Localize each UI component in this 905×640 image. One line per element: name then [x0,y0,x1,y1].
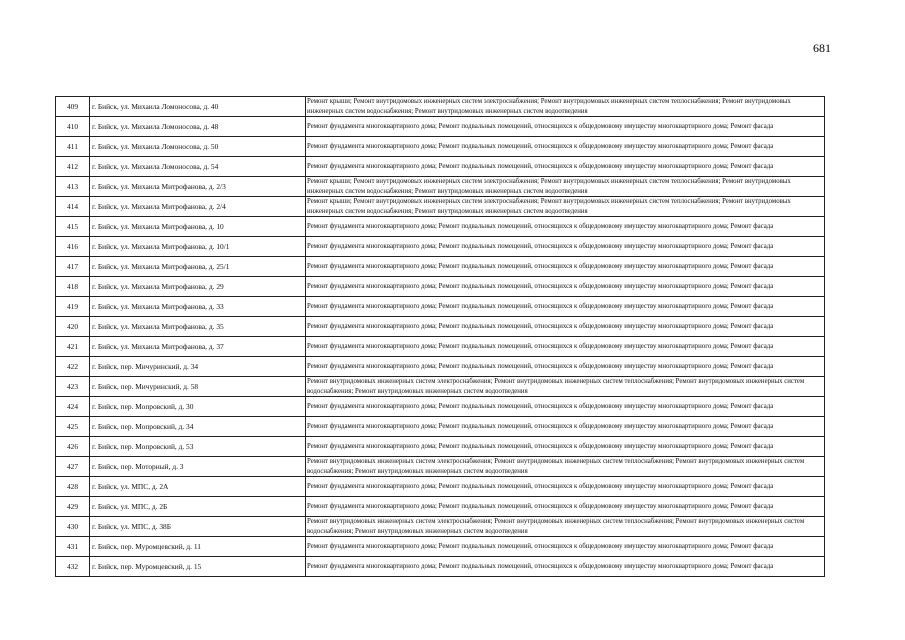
table-row [56,197,825,217]
row-number-cell: 409 [56,97,90,117]
table-row [56,137,825,157]
row-number-cell: 425 [56,417,90,437]
row-number-cell: 430 [56,517,90,537]
table-row [56,257,825,277]
row-number-cell: 420 [56,317,90,337]
row-number-cell: 413 [56,177,90,197]
table-row [56,397,825,417]
table-row [56,357,825,377]
works-cell: Ремонт фундамента многоквартирного дома; Ремонт подвальных помещений, относящихся к общедомовому имуществу многоквартирного дома; Ремонт фасада [306,417,825,437]
works-cell: Ремонт внутридомовых инженерных систем электроснабжения; Ремонт внутридомовых инженерных систем теплоснабжения; Ремонт внутридомовых инженерных систем водоснабжения; Ремонт внутридомовых инженерных систем водоотведения [306,377,825,397]
row-number-cell: 416 [56,237,90,257]
table-row [56,297,825,317]
address-cell: г. Бийск, ул. Михаила Митрофанова, д. 35 [90,317,306,337]
address-cell: г. Бийск, ул. Михаила Ломоносова, д. 48 [90,117,306,137]
works-cell: Ремонт фундамента многоквартирного дома; Ремонт подвальных помещений, относящихся к общедомовому имуществу многоквартирного дома; Ремонт фасада [306,397,825,417]
works-cell: Ремонт фундамента многоквартирного дома; Ремонт подвальных помещений, относящихся к общедомовому имуществу многоквартирного дома; Ремонт фасада [306,137,825,157]
works-cell: Ремонт фундамента многоквартирного дома; Ремонт подвальных помещений, относящихся к общедомовому имуществу многоквартирного дома; Ремонт фасада [306,337,825,357]
works-cell: Ремонт фундамента многоквартирного дома; Ремонт подвальных помещений, относящихся к общедомовому имуществу многоквартирного дома; Ремонт фасада [306,117,825,137]
address-cell: г. Бийск, ул. Михаила Митрофанова, д. 25/1 [90,257,306,277]
address-cell: г. Бийск, пер. Мичуринский, д. 34 [90,357,306,377]
works-cell: Ремонт фундамента многоквартирного дома; Ремонт подвальных помещений, относящихся к общедомовому имуществу многоквартирного дома; Ремонт фасада [306,557,825,577]
works-cell: Ремонт крыши; Ремонт внутридомовых инженерных систем электроснабжения; Ремонт внутридомовых инженерных систем теплоснабжения; Ремонт внутридомовых инженерных систем водоснабжения; Ремонт внутридомовых инженерных систем водоотведения [306,177,825,197]
table-row [56,97,825,117]
works-cell: Ремонт внутридомовых инженерных систем электроснабжения; Ремонт внутридомовых инженерных систем теплоснабжения; Ремонт внутридомовых инженерных систем водоснабжения; Ремонт внутридомовых инженерных систем водоотведения [306,457,825,477]
table-row [56,517,825,537]
row-number-cell: 411 [56,137,90,157]
row-number-cell: 417 [56,257,90,277]
works-cell: Ремонт внутридомовых инженерных систем электроснабжения; Ремонт внутридомовых инженерных систем теплоснабжения; Ремонт внутридомовых инженерных систем водоснабжения; Ремонт внутридомовых инженерных систем водоотведения [306,517,825,537]
address-cell: г. Бийск, ул. Михаила Митрофанова, д. 2/4 [90,197,306,217]
address-cell: г. Бийск, пер. Мопровский, д. 30 [90,397,306,417]
address-cell: г. Бийск, ул. Михаила Митрофанова, д. 2/3 [90,177,306,197]
table-row [56,417,825,437]
works-cell: Ремонт фундамента многоквартирного дома; Ремонт подвальных помещений, относящихся к общедомовому имуществу многоквартирного дома; Ремонт фасада [306,477,825,497]
row-number-cell: 418 [56,277,90,297]
row-number-cell: 422 [56,357,90,377]
table-row [56,237,825,257]
table-row [56,157,825,177]
row-number-cell: 410 [56,117,90,137]
row-number-cell: 427 [56,457,90,477]
address-cell: г. Бийск, ул. Михаила Митрофанова, д. 29 [90,277,306,297]
page-number: 681 [813,41,831,55]
row-number-cell: 432 [56,557,90,577]
row-number-cell: 415 [56,217,90,237]
address-cell: г. Бийск, ул. Михаила Ломоносова, д. 54 [90,157,306,177]
repair-register-table [55,96,825,577]
table-row [56,277,825,297]
address-cell: г. Бийск, пер. Мичуринский, д. 58 [90,377,306,397]
works-cell: Ремонт фундамента многоквартирного дома; Ремонт подвальных помещений, относящихся к общедомовому имуществу многоквартирного дома; Ремонт фасада [306,217,825,237]
table-row [56,177,825,197]
table-row [56,217,825,237]
works-cell: Ремонт фундамента многоквартирного дома; Ремонт подвальных помещений, относящихся к общедомовому имуществу многоквартирного дома; Ремонт фасада [306,317,825,337]
works-cell: Ремонт фундамента многоквартирного дома; Ремонт подвальных помещений, относящихся к общедомовому имуществу многоквартирного дома; Ремонт фасада [306,437,825,457]
address-cell: г. Бийск, ул. МПС, д. 2Б [90,497,306,517]
works-cell: Ремонт фундамента многоквартирного дома; Ремонт подвальных помещений, относящихся к общедомовому имуществу многоквартирного дома; Ремонт фасада [306,297,825,317]
address-cell: г. Бийск, ул. Михаила Митрофанова, д. 37 [90,337,306,357]
row-number-cell: 429 [56,497,90,517]
row-number-cell: 412 [56,157,90,177]
row-number-cell: 421 [56,337,90,357]
table-row [56,337,825,357]
row-number-cell: 426 [56,437,90,457]
address-cell: г. Бийск, пер. Муромцевский, д. 15 [90,557,306,577]
works-cell: Ремонт фундамента многоквартирного дома; Ремонт подвальных помещений, относящихся к общедомовому имуществу многоквартирного дома; Ремонт фасада [306,497,825,517]
address-cell: г. Бийск, ул. Михаила Ломоносова, д. 40 [90,97,306,117]
table-row [56,117,825,137]
table-row [56,537,825,557]
table-row [56,457,825,477]
row-number-cell: 431 [56,537,90,557]
row-number-cell: 428 [56,477,90,497]
row-number-cell: 424 [56,397,90,417]
table-row [56,317,825,337]
address-cell: г. Бийск, ул. МПС, д. 38Б [90,517,306,537]
table-row [56,497,825,517]
works-cell: Ремонт фундамента многоквартирного дома; Ремонт подвальных помещений, относящихся к общедомовому имуществу многоквартирного дома; Ремонт фасада [306,257,825,277]
row-number-cell: 423 [56,377,90,397]
table-row [56,477,825,497]
works-cell: Ремонт фундамента многоквартирного дома; Ремонт подвальных помещений, относящихся к общедомовому имуществу многоквартирного дома; Ремонт фасада [306,537,825,557]
address-cell: г. Бийск, пер. Мопровский, д. 53 [90,437,306,457]
works-cell: Ремонт крыши; Ремонт внутридомовых инженерных систем электроснабжения; Ремонт внутридомовых инженерных систем теплоснабжения; Ремонт внутридомовых инженерных систем водоснабжения; Ремонт внутридомовых инженерных систем водоотведения [306,197,825,217]
address-cell: г. Бийск, пер. Мопровский, д. 34 [90,417,306,437]
address-cell: г. Бийск, ул. Михаила Ломоносова, д. 50 [90,137,306,157]
table-row [56,377,825,397]
works-cell: Ремонт крыши; Ремонт внутридомовых инженерных систем электроснабжения; Ремонт внутридомовых инженерных систем теплоснабжения; Ремонт внутридомовых инженерных систем водоснабжения; Ремонт внутридомовых инженерных систем водоотведения [306,97,825,117]
address-cell: г. Бийск, ул. Михаила Митрофанова, д. 10/1 [90,237,306,257]
works-cell: Ремонт фундамента многоквартирного дома; Ремонт подвальных помещений, относящихся к общедомовому имуществу многоквартирного дома; Ремонт фасада [306,357,825,377]
table-body [56,97,825,577]
row-number-cell: 414 [56,197,90,217]
row-number-cell: 419 [56,297,90,317]
table-row [56,557,825,577]
address-cell: г. Бийск, ул. Михаила Митрофанова, д. 10 [90,217,306,237]
works-cell: Ремонт фундамента многоквартирного дома; Ремонт подвальных помещений, относящихся к общедомовому имуществу многоквартирного дома; Ремонт фасада [306,157,825,177]
address-cell: г. Бийск, пер. Муромцевский, д. 11 [90,537,306,557]
address-cell: г. Бийск, ул. МПС, д. 2А [90,477,306,497]
table-row [56,437,825,457]
address-cell: г. Бийск, пер. Моторный, д. 3 [90,457,306,477]
works-cell: Ремонт фундамента многоквартирного дома; Ремонт подвальных помещений, относящихся к общедомовому имуществу многоквартирного дома; Ремонт фасада [306,277,825,297]
works-cell: Ремонт фундамента многоквартирного дома; Ремонт подвальных помещений, относящихся к общедомовому имуществу многоквартирного дома; Ремонт фасада [306,237,825,257]
address-cell: г. Бийск, ул. Михаила Митрофанова, д. 33 [90,297,306,317]
